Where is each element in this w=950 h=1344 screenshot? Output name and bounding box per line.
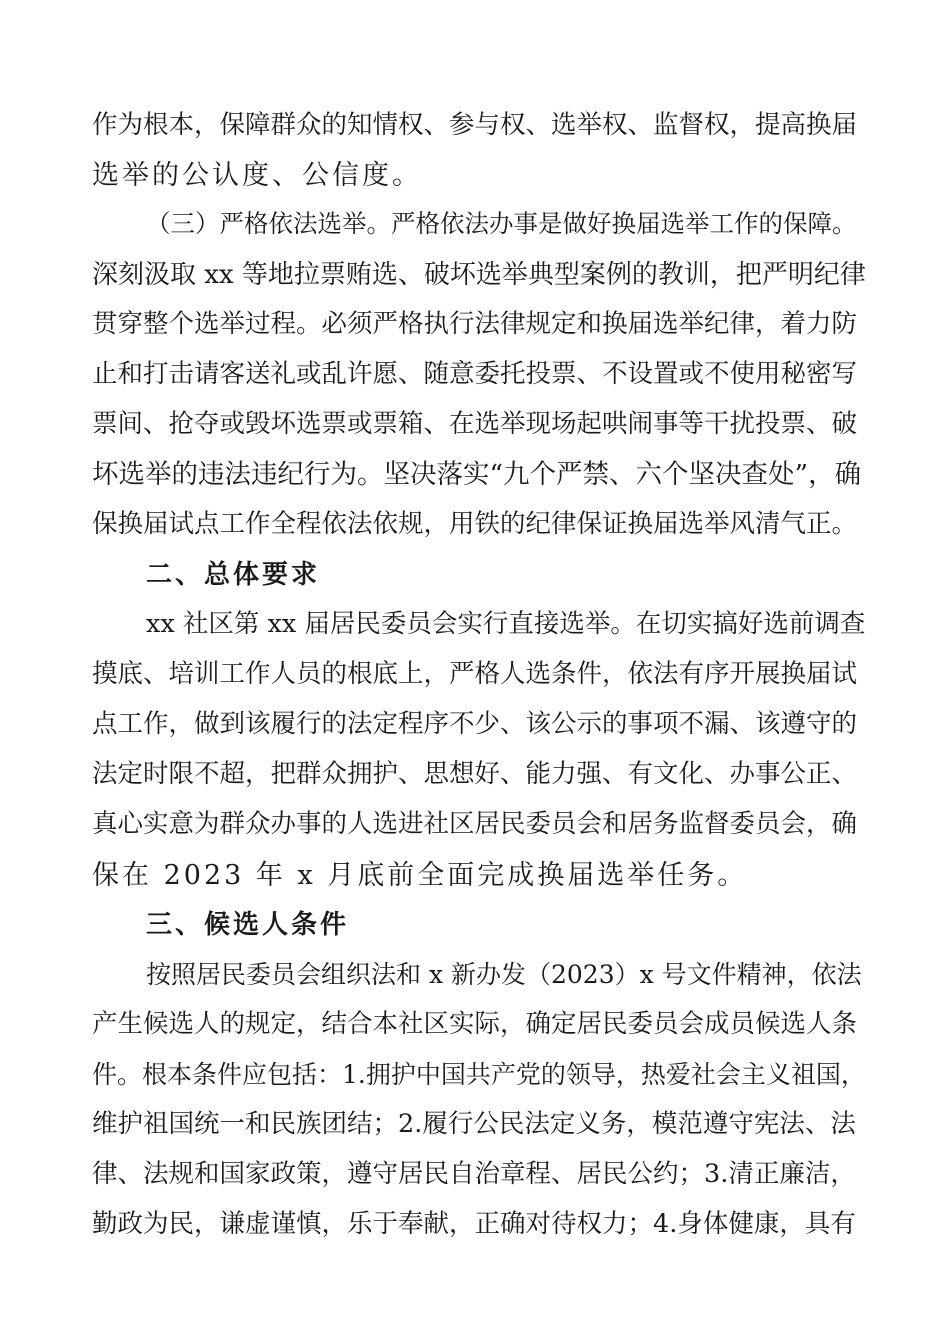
paragraph-line: 保换届试点工作全程依法依规，用铁的纪律保证换届选举风清气正。 (92, 509, 858, 539)
paragraph-line: 维护祖国统一和民族团结；2.履行公民法定义务，模范遵守宪法、法 (92, 1109, 856, 1139)
paragraph-line: 深刻汲取 xx 等地拉票贿选、破坏选举典型案例的教训，把严明纪律 (92, 260, 866, 290)
paragraph-line: 摸底、培训工作人员的根底上，严格人选条件，依法有序开展换届试 (92, 659, 858, 689)
section-heading: 三、候选人条件 (146, 910, 350, 940)
paragraph-line: 按照居民委员会组织法和 x 新办发（2023）x 号文件精神，依法 (146, 960, 862, 989)
paragraph-line: 律、法规和国家政策，遵守居民自治章程、居民公约；3.清正廉洁， (92, 1159, 856, 1189)
paragraph-line: 选举的公认度、公信度。 (92, 160, 422, 191)
paragraph-line: 坏选举的违法违纪行为。坚决落实“九个严禁、六个坚决查处”，确 (92, 459, 862, 490)
paragraph-line: 贯穿整个选举过程。必须严格执行法律规定和换届选举纪律，着力防 (92, 309, 858, 339)
paragraph-line: （三）严格依法选举。严格依法办事是做好换届选举工作的保障。 (146, 209, 857, 238)
paragraph-line: 止和打击请客送礼或乱许愿、随意委托投票、不设置或不使用秘密写 (92, 359, 858, 389)
paragraph-line: 产生候选人的规定，结合本社区实际，确定居民委员会成员候选人条 (92, 1009, 858, 1039)
paragraph-line: 作为根本，保障群众的知情权、参与权、选举权、监督权，提高换届 (92, 110, 858, 140)
paragraph-line: 勤政为民，谦虚谨慎，乐于奉献，正确对待权力；4.身体健康，具有 (92, 1209, 856, 1239)
paragraph-line: 真心实意为群众办事的人选进社区居民委员会和居务监督委员会，确 (92, 809, 858, 839)
section-heading: 二、总体要求 (146, 560, 321, 590)
paragraph-line: 保在 2023 年 x 月底前全面完成换届选举任务。 (92, 860, 748, 891)
paragraph-line: 法定时限不超，把群众拥护、思想好、能力强、有文化、办事公正、 (92, 759, 858, 789)
paragraph-line: 点工作，做到该履行的法定程序不少、该公示的事项不漏、该遵守的 (92, 709, 858, 739)
paragraph-line: 件。根本条件应包括：1.拥护中国共产党的领导，热爱社会主义祖国， (92, 1060, 866, 1089)
paragraph-line: xx 社区第 xx 届居民委员会实行直接选举。在切实搞好选前调查 (146, 609, 866, 639)
paragraph-line: 票间、抢夺或毁坏选票或票箱、在选举现场起哄闹事等干扰投票、破 (92, 409, 858, 439)
